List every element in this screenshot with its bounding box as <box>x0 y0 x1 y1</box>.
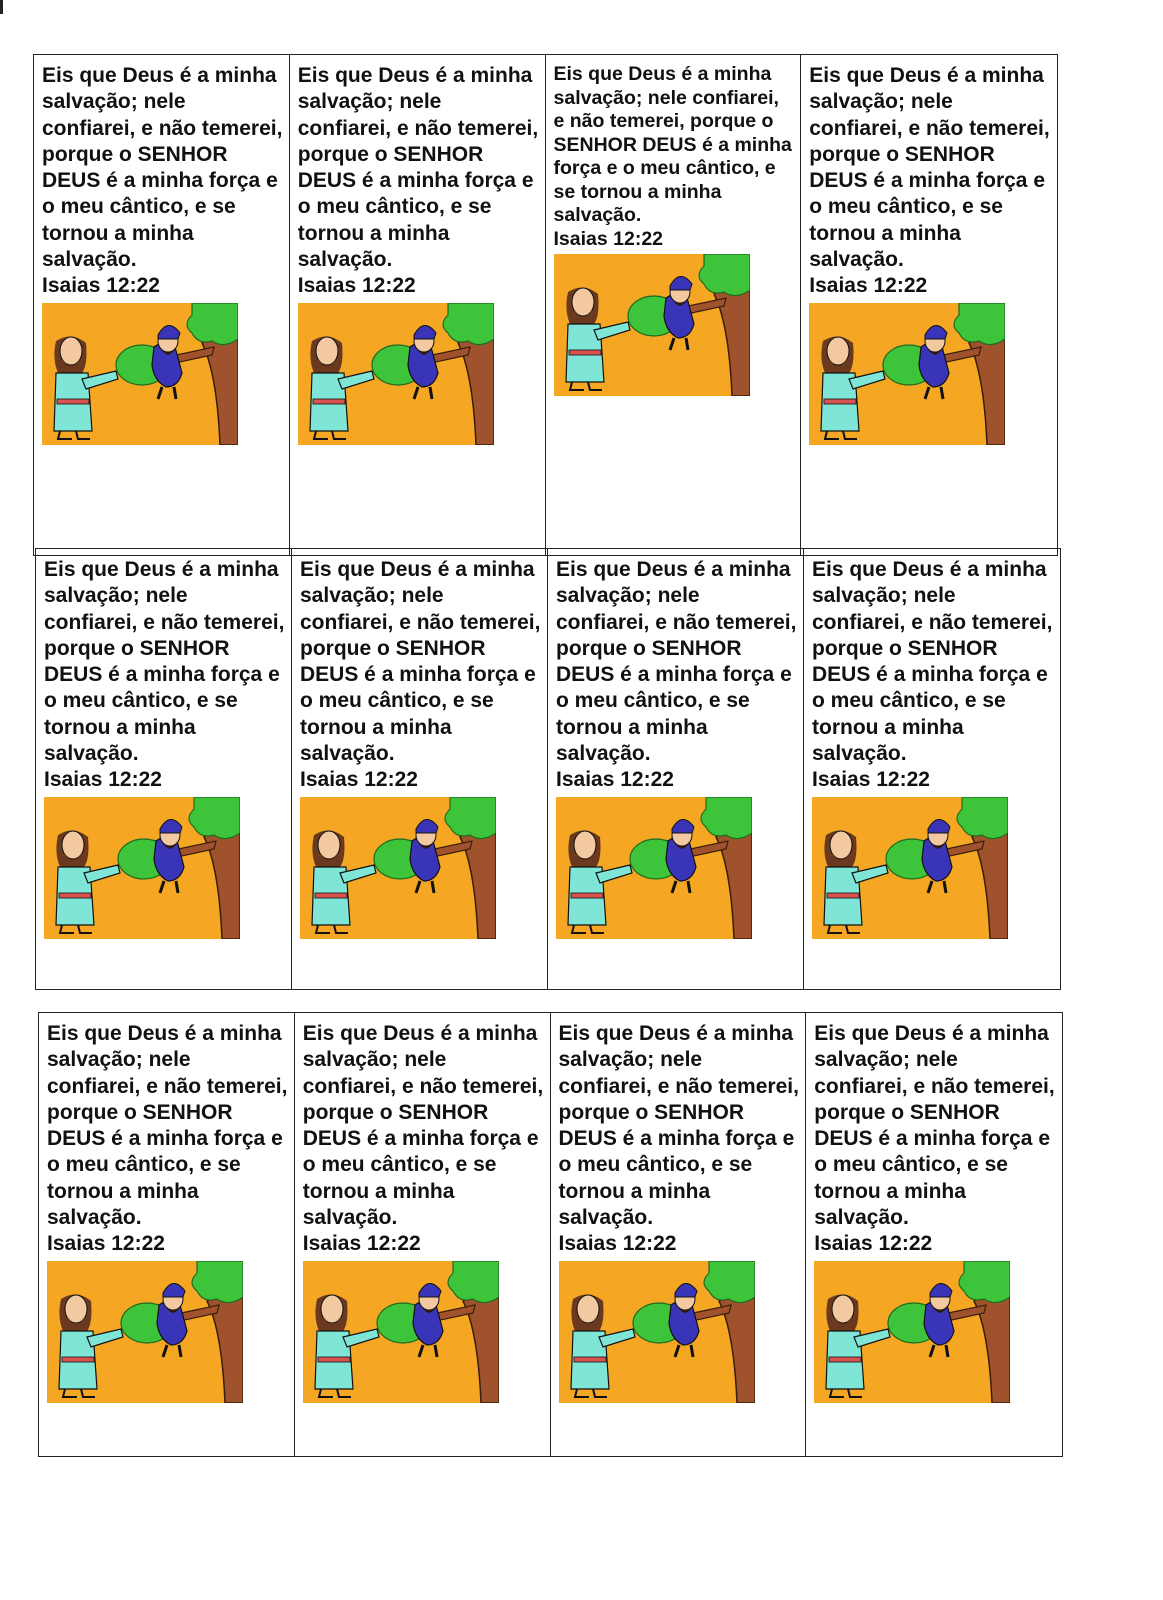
zacchaeus-illustration <box>42 303 238 445</box>
verse-card <box>546 55 802 555</box>
verse-reference: Isaias 12:22 <box>558 1232 677 1256</box>
verse-reference: Isaias 12:22 <box>812 768 930 792</box>
verse-text: Eis que Deus é a minha salvação; nele confiarei, e não temerei, porque o SENHOR DEUS é a minha força e o meu cântico, e se tornou a minha salvação. <box>812 558 1053 766</box>
verse-text: Eis que Deus é a minha salvação; nele confiarei, e não temerei, porque o SENHOR DEUS é a minha força e o meu cântico, e se tornou a minha salvação. <box>302 1022 544 1230</box>
verse-text: Eis que Deus é a minha salvação; nele confiarei, e não temerei, porque o SENHOR DEUS é a minha força e o meu cântico, e se tornou a minha salvação. <box>44 558 285 766</box>
verse-text: Eis que Deus é a minha salvação; nele confiarei, e não temerei, porque o SENHOR DEUS é a minha força e o meu cântico, e se tornou a minha salvação. <box>558 1022 799 1230</box>
zacchaeus-illustration <box>47 1261 243 1403</box>
verse-reference: Isaias 12:22 <box>47 1232 165 1256</box>
verse-card <box>804 549 1060 989</box>
verse-reference: Isaias 12:22 <box>556 768 674 792</box>
page-edge-mark <box>0 0 3 14</box>
verse-text: Eis que Deus é a minha salvação; nele confiarei, e não temerei, porque o SENHOR DEUS é a minha força e o meu cântico, e se tornou a minha salvação. <box>42 64 283 272</box>
verse-card <box>295 1013 551 1456</box>
zacchaeus-illustration <box>559 1261 755 1403</box>
verse-reference: Isaias 12:22 <box>553 227 664 250</box>
verse-reference: Isaias 12:22 <box>809 274 928 298</box>
verse-reference: Isaias 12:22 <box>302 1232 421 1256</box>
verse-card <box>292 549 548 989</box>
card-row-1 <box>33 54 1058 556</box>
verse-card <box>551 1013 807 1456</box>
zacchaeus-illustration <box>303 1261 499 1403</box>
verse-text: Eis que Deus é a minha salvação; nele confiarei, e não temerei, porque o SENHOR DEUS é a minha força e o meu cântico, e se tornou a minha salvação. <box>809 64 1050 272</box>
zacchaeus-illustration <box>300 797 496 939</box>
card-row-3 <box>38 1012 1063 1457</box>
verse-card <box>39 1013 295 1456</box>
verse-reference: Isaias 12:22 <box>42 274 160 298</box>
verse-text: Eis que Deus é a minha salvação; nele confiarei, e não temerei, porque o SENHOR DEUS é a minha força e o meu cântico, e se tornou a minha salvação. <box>47 1022 288 1230</box>
verse-reference: Isaias 12:22 <box>300 768 418 792</box>
verse-card <box>548 549 804 989</box>
zacchaeus-illustration <box>814 1261 1010 1403</box>
zacchaeus-illustration <box>812 797 1008 939</box>
verse-reference: Isaias 12:22 <box>44 768 162 792</box>
zacchaeus-illustration <box>298 303 494 445</box>
verse-text: Eis que Deus é a minha salvação; nele confiarei, e não temerei, porque o SENHOR DEUS é a minha força e o meu cântico, e se tornou a minha salvação. <box>814 1022 1055 1230</box>
zacchaeus-illustration <box>556 797 752 939</box>
zacchaeus-illustration <box>809 303 1005 445</box>
verse-reference: Isaias 12:22 <box>297 274 416 298</box>
verse-text: Eis que Deus é a minha salvação; nele confiarei, e não temerei, porque o SENHOR DEUS é a minha força e o meu cântico, e se tornou a minha salvação. <box>556 558 797 766</box>
verse-card <box>290 55 546 555</box>
zacchaeus-illustration <box>44 797 240 939</box>
verse-card <box>801 55 1057 555</box>
zacchaeus-illustration <box>554 254 750 396</box>
verse-reference: Isaias 12:22 <box>814 1232 933 1256</box>
card-row-2 <box>35 548 1061 990</box>
verse-card <box>36 549 292 989</box>
verse-text: Eis que Deus é a minha salvação; nele confiarei, e não temerei, porque o SENHOR DEUS é a minha força e o meu cântico, e se tornou a minha salvação. <box>297 64 539 272</box>
verse-text: Eis que Deus é a minha salvação; nele confiarei, e não temerei, porque o SENHOR DEUS é a minha força e o meu cântico, e se tornou a minha salvação. <box>300 558 541 766</box>
verse-card <box>34 55 290 555</box>
verse-text: Eis que Deus é a minha salvação; nele confiarei, e não temerei, porque o SENHOR DEUS é a minha força e o meu cântico, e se tornou a minha salvação. <box>553 63 792 226</box>
verse-card <box>806 1013 1062 1456</box>
